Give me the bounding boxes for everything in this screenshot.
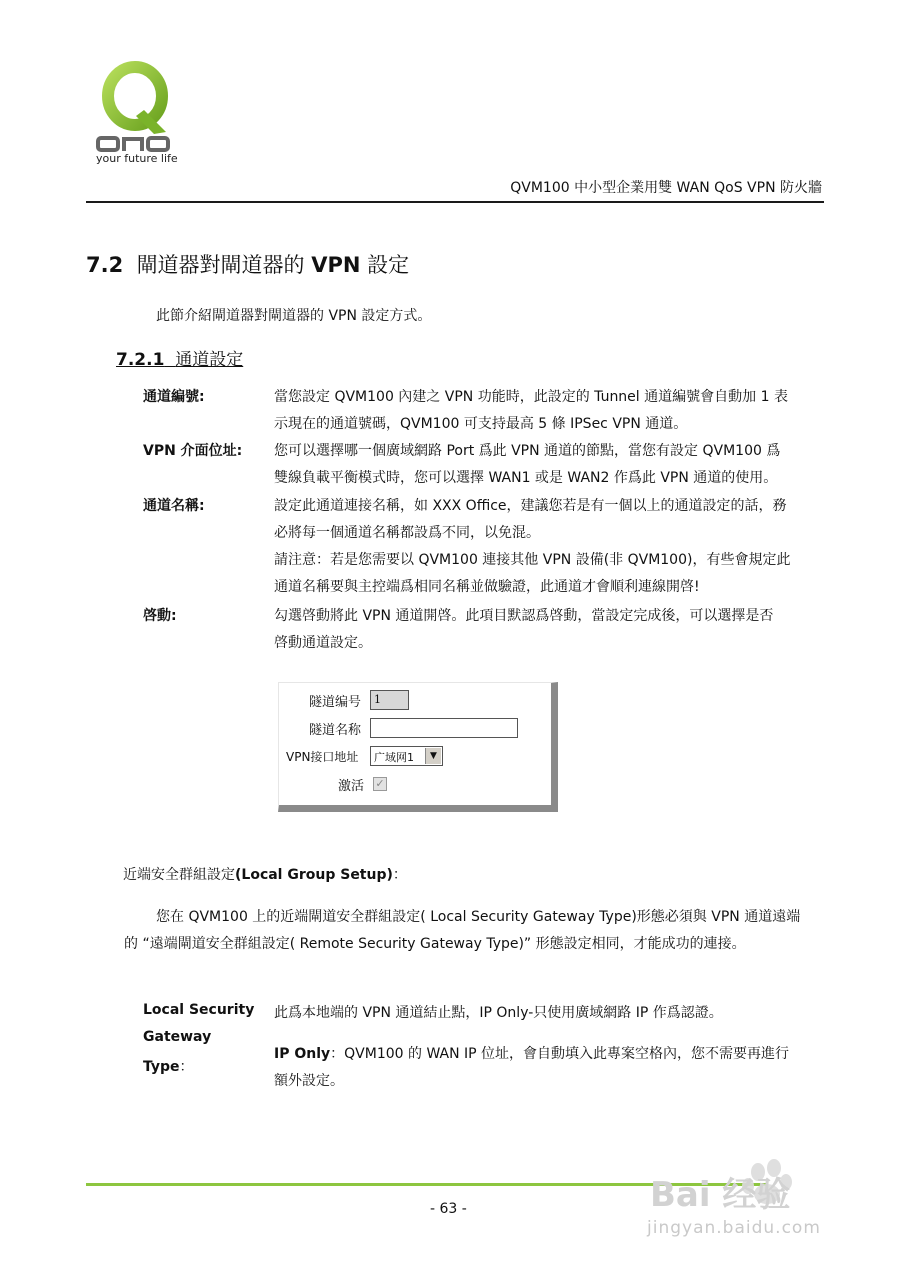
lsg-term-type: Type bbox=[143, 1059, 180, 1075]
def-note-line: 請注意：若是您需要以 QVM100 連接其他 VPN 設備(非 QVM100)，有些會規定此 bbox=[274, 552, 791, 568]
vpn-iface-value: 广域网1 bbox=[374, 751, 414, 764]
local-group-para-line: 您在 QVM100 上的近端閘道安全群組設定( Local Security Gateway Type)形態必須與 VPN 通道遠端 bbox=[156, 909, 801, 925]
def-term-vpn-iface: VPN 介面位址: bbox=[143, 443, 243, 459]
iponly-rest: ：QVM100 的 WAN IP 位址，會自動填入此專案空格內，您不需要再進行 bbox=[330, 1046, 790, 1062]
local-group-title-pre: 近端安全群組設定 bbox=[123, 867, 235, 883]
subsection-number: 7.2.1 bbox=[116, 350, 165, 370]
local-group-para-line: 的 “遠端閘道安全群組設定( Remote Security Gateway Type)” 形態設定相同，才能成功的連接。 bbox=[124, 936, 746, 952]
lsg-term-suffix: ： bbox=[179, 1059, 194, 1075]
vpn-iface-label: VPN接口地址 bbox=[286, 750, 359, 764]
def-line: 您可以選擇哪一個廣域網路 Port 爲此 VPN 通道的節點，當您有設定 QVM100 爲 bbox=[274, 443, 781, 459]
lsg-term-line: Gateway bbox=[143, 1029, 212, 1045]
def-term-tunnel-no: 通道編號: bbox=[143, 389, 205, 405]
tunnel-no-label: 隧道编号 bbox=[309, 695, 362, 710]
def-term-enable: 啓動: bbox=[143, 608, 177, 624]
def-line: 雙線負載平衡模式時，您可以選擇 WAN1 或是 WAN2 作爲此 VPN 通道的使用。 bbox=[274, 470, 778, 486]
lsg-term-line-last bbox=[143, 1056, 194, 1076]
iponly-line2: 額外設定。 bbox=[274, 1073, 344, 1089]
iponly-bold: IP Only bbox=[274, 1046, 331, 1062]
subsection-title: 通道設定 bbox=[175, 350, 244, 370]
def-line: 必將每一個通道名稱都設爲不同，以免混。 bbox=[274, 525, 540, 541]
local-group-title-bold: (Local Group Setup) bbox=[235, 867, 393, 883]
watermark-url: jingyan.baidu.com bbox=[647, 1218, 821, 1238]
tunnel-name-input[interactable] bbox=[370, 718, 518, 738]
lsg-term-line: Local Security bbox=[143, 1002, 255, 1018]
def-line: 勾選啓動將此 VPN 通道開啓。此項目默認爲啓動，當設定完成後，可以選擇是否 bbox=[274, 608, 774, 624]
enable-checkbox[interactable]: ✓ bbox=[373, 777, 387, 791]
section-title-pre: 閘道器對閘道器的 bbox=[136, 253, 305, 277]
header-divider bbox=[86, 201, 824, 203]
section-title-post: 設定 bbox=[367, 253, 410, 277]
lsg-desc: 此爲本地端的 VPN 通道結止點，IP Only-只使用廣域網路 IP 作爲認證。 bbox=[274, 1005, 723, 1021]
iponly-line bbox=[274, 1043, 789, 1063]
local-group-title bbox=[123, 864, 407, 884]
subsection-heading bbox=[116, 345, 243, 370]
def-term-tunnel-name: 通道名稱: bbox=[143, 498, 205, 514]
def-line: 啓動通道設定。 bbox=[274, 635, 372, 651]
def-line: 當您設定 QVM100 內建之 VPN 功能時，此設定的 Tunnel 通道編號會自動加 1 表 bbox=[274, 389, 788, 405]
def-line: 示現在的通道號碼，QVM100 可支持最高 5 條 IPSec VPN 通道。 bbox=[274, 416, 688, 432]
def-note-line: 通道名稱要與主控端爲相同名稱並做驗證，此通道才會順利連線開啓! bbox=[274, 579, 700, 595]
document-title: QVM100 中小型企業用雙 WAN QoS VPN 防火牆 bbox=[510, 180, 822, 196]
def-line: 設定此通道連接名稱，如 XXX Office，建議您若是有一個以上的通道設定的話，務 bbox=[274, 498, 787, 514]
enable-label: 激活 bbox=[338, 779, 365, 794]
watermark-brand: Bai 经验 bbox=[650, 1175, 791, 1215]
logo-tagline: your future life bbox=[96, 152, 178, 165]
local-group-title-post: ： bbox=[392, 867, 407, 883]
section-number: 7.2 bbox=[86, 253, 124, 277]
section-intro: 此節介紹閘道器對閘道器的 VPN 設定方式。 bbox=[156, 308, 432, 324]
tunnel-no-field[interactable]: 1 bbox=[370, 690, 409, 710]
tunnel-name-label: 隧道名称 bbox=[309, 723, 362, 738]
vpn-iface-select[interactable] bbox=[370, 746, 443, 766]
page-number: - 63 - bbox=[430, 1201, 467, 1217]
section-title-bold: VPN bbox=[311, 253, 361, 277]
chevron-down-icon[interactable]: ▼ bbox=[425, 748, 441, 764]
section-heading bbox=[86, 249, 409, 279]
tunnel-settings-form bbox=[278, 682, 558, 812]
